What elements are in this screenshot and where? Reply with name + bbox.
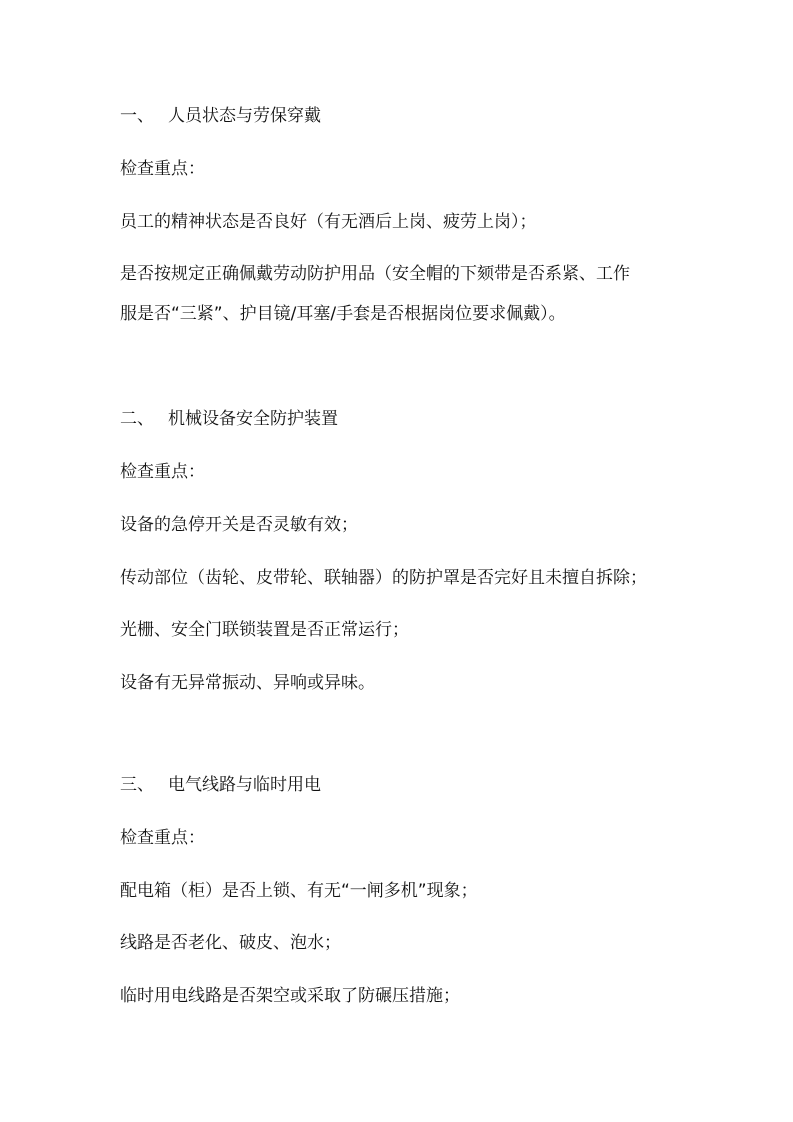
section-2-item-3: 光栅、安全门联锁装置是否正常运行； (120, 620, 409, 640)
section-1-item-2: 是否按规定正确佩戴劳动防护用品（安全帽的下颏带是否系紧、工作 (120, 264, 630, 284)
section-2-focus-label: 检查重点： (120, 462, 205, 482)
section-3-heading (120, 773, 680, 797)
section-1-focus-label: 检查重点： (120, 159, 205, 179)
section-3-item-2: 线路是否老化、破皮、泡水； (120, 933, 341, 953)
section-1-item-3: 服是否“三紧”、护目镜/耳塞/手套是否根据岗位要求佩戴）。 (120, 304, 566, 324)
section-3-focus-label: 检查重点： (120, 828, 205, 848)
section-2-item-4: 设备有无异常振动、异响或异味。 (120, 673, 375, 693)
section-3-number: 三、 (120, 775, 154, 795)
section-1-number: 一、 (120, 106, 154, 126)
section-2-title: 机械设备安全防护装置 (168, 409, 338, 429)
section-2-number: 二、 (120, 409, 154, 429)
section-1-item-1: 员工的精神状态是否良好（有无酒后上岗、疲劳上岗）； (120, 212, 537, 232)
section-3-title: 电气线路与临时用电 (168, 775, 321, 795)
section-2-item-1: 设备的急停开关是否灵敏有效； (120, 515, 358, 535)
section-1-title: 人员状态与劳保穿戴 (168, 106, 321, 126)
section-3-item-3: 临时用电线路是否架空或采取了防碾压措施； (120, 986, 460, 1006)
section-2-heading (120, 407, 680, 431)
section-3-item-1: 配电箱（柜）是否上锁、有无“一闸多机”现象； (120, 881, 478, 901)
section-2-item-2: 传动部位（齿轮、皮带轮、联轴器）的防护罩是否完好且未擅自拆除； (120, 568, 647, 588)
section-1-heading (120, 104, 680, 128)
